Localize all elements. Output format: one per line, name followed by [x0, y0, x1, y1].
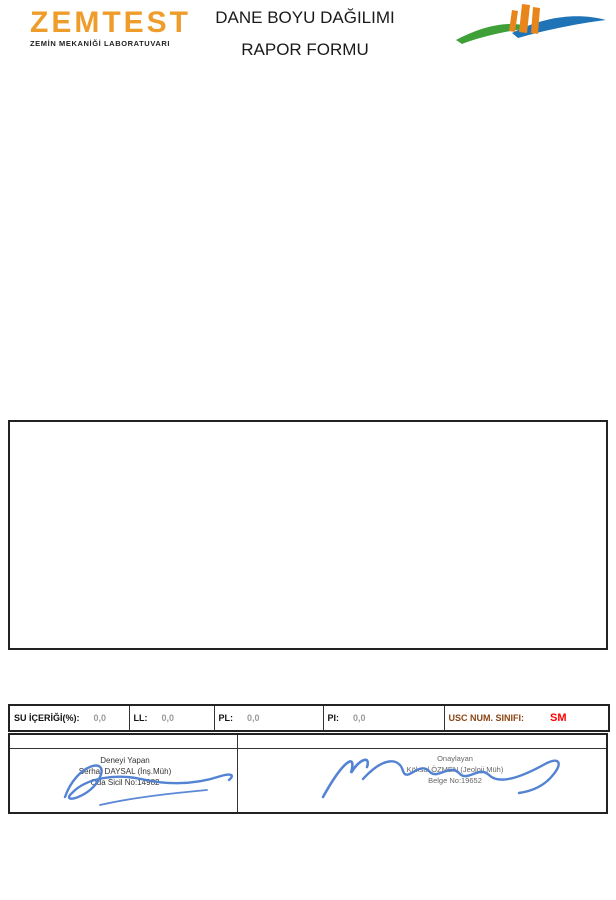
atterberg-table: [8, 704, 610, 732]
signature-section: [8, 733, 608, 814]
approver-certificate-no: Belge No:19652: [428, 776, 482, 785]
grain-size-chart: [8, 420, 608, 650]
ll-value: 0,0: [161, 713, 175, 723]
zemtest-logo-title: ZEMTEST: [30, 6, 191, 39]
ministry-logo: [452, 0, 612, 62]
page-subtitle: RAPOR FORMU: [241, 40, 369, 59]
approver-name: Köksal ÖZMEN (Jeoloji Müh): [406, 765, 504, 774]
tester-name: Serhat DAYSAL (İnş.Müh): [78, 767, 172, 776]
pi-value: 0,0: [353, 713, 366, 723]
signature-top-rule: [10, 748, 606, 749]
signature-divider: [237, 735, 238, 812]
water-content-value: 0,0: [93, 713, 107, 723]
grain-size-chart-svg: [10, 422, 606, 648]
zemtest-logo-subtitle: ZEMİN MEKANİĞİ LABORATUVARI: [30, 39, 171, 48]
usc-class-value: SM: [550, 712, 567, 724]
pl-label: PL:: [218, 713, 233, 723]
water-content-label: SU İÇERİĞİ(%):: [14, 713, 80, 723]
page-title: DANE BOYU DAĞILIMI: [215, 8, 395, 27]
zemtest-logo: [30, 8, 210, 48]
pi-label: PI:: [327, 713, 340, 723]
approver-signature-block: [340, 753, 570, 786]
ministry-logo-icon: [452, 0, 612, 62]
tester-registry-no: Oda Sicil No:14982: [90, 778, 160, 787]
ll-label: LL:: [133, 713, 148, 723]
usc-class-label: USC NUM. SINIFI:: [448, 713, 524, 723]
tester-signature-block: [40, 755, 210, 788]
approver-role: Onaylayan: [437, 754, 473, 763]
tester-role: Deneyi Yapan: [100, 756, 150, 765]
pl-value: 0,0: [247, 713, 260, 723]
